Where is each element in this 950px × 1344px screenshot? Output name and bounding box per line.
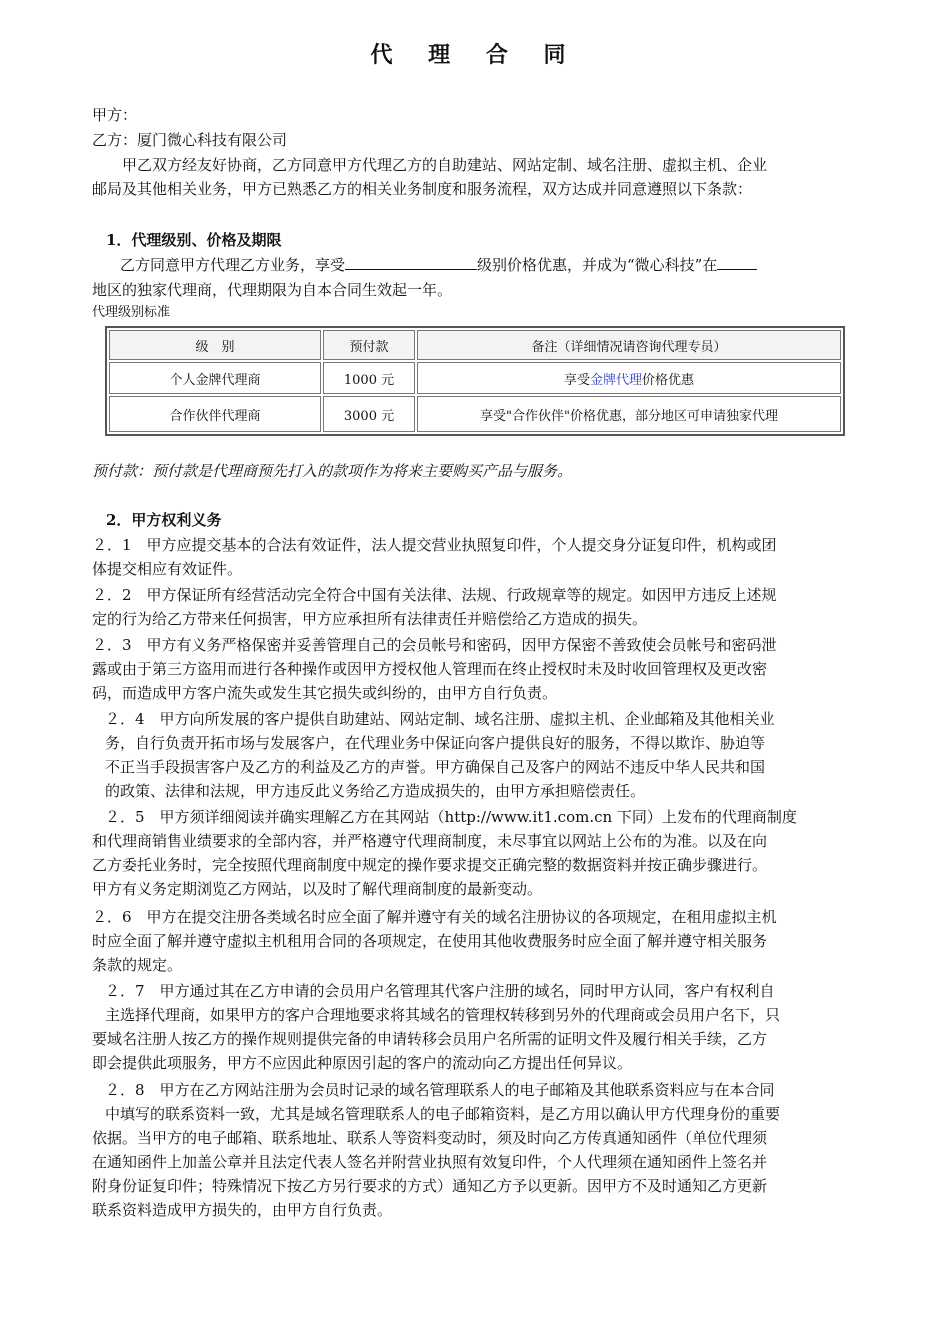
clause-2-5 — [92, 805, 860, 901]
region-blank — [717, 253, 757, 270]
clause-2-7 — [92, 979, 860, 1075]
gold-agent-link[interactable]: 金牌代理 — [589, 372, 642, 388]
note-suffix: 价格优惠 — [642, 372, 695, 388]
table-caption: 代理级别标准 — [92, 305, 171, 320]
section-2-heading: 2．甲方权利义务 — [106, 511, 222, 529]
clause-line: 中填写的联系资料一致，尤其是域名管理联系人的电子邮箱资料，是乙方用以确认甲方代理身份的重要 — [105, 1105, 781, 1123]
section-1-line-1 — [120, 253, 757, 277]
section-1-line-2: 地区的独家代理商，代理期限为自本合同生效起一年。 — [92, 281, 453, 299]
party-b-label: 乙方：厦门微心科技有限公司 — [92, 131, 288, 149]
clause-line: 联系资料造成甲方损失的，由甲方自行负责。 — [92, 1201, 393, 1219]
cell-prepay: 1000 元 — [323, 362, 415, 394]
clause-line: 主选择代理商，如果甲方的客户合理地要求将其域名的管理权转移到另外的代理商或会员用户名下，只 — [105, 1006, 781, 1024]
header-note: 备注（详细情况请咨询代理专员） — [417, 330, 841, 360]
cell-note: 享受"合作伙伴"价格优惠，部分地区可申请独家代理 — [417, 396, 841, 432]
clause-line: 和代理商销售业绩要求的全部内容，并严格遵守代理商制度，未尽事宜以网站上公布的为准。以及在向 — [92, 832, 768, 850]
clause-line: 在通知函件上加盖公章并且法定代表人签名并附营业执照有效复印件，个人代理须在通知函件上签名并 — [92, 1153, 768, 1171]
intro-paragraph — [92, 153, 860, 201]
clause-line: ２．2 甲方保证所有经营活动完全符合中国有关法律、法规、行政规章等的规定。如因甲方违反上述规 — [92, 586, 777, 604]
intro-line: 甲乙双方经友好协商，乙方同意甲方代理乙方的自助建站、网站定制、域名注册、虚拟主机、企业 — [122, 156, 768, 174]
section-1-text-b: 级别价格优惠，并成为“微心科技”在 — [477, 256, 718, 274]
prepayment-note: 预付款：预付款是代理商预先打入的款项作为将来主要购买产品与服务。 — [92, 462, 573, 480]
header-level: 级 别 — [109, 330, 321, 360]
clause-line: ２．6 甲方在提交注册各类域名时应全面了解并遵守有关的域名注册协议的各项规定，在租用虚拟主机 — [92, 908, 777, 926]
cell-prepay: 3000 元 — [323, 396, 415, 432]
section-1-text-a: 乙方同意甲方代理乙方业务，享受 — [120, 256, 346, 274]
section-1-heading: 1．代理级别、价格及期限 — [106, 231, 282, 249]
clause-line: ２．1 甲方应提交基本的合法有效证件，法人提交营业执照复印件，个人提交身分证复印件，机构或团 — [92, 536, 777, 554]
clause-line: 不正当手段损害客户及乙方的利益及乙方的声誉。甲方确保自己及客户的网站不违反中华人民共和国 — [105, 758, 766, 776]
clause-line: 定的行为给乙方带来任何损害，甲方应承担所有法律责任并赔偿给乙方造成的损失。 — [92, 610, 648, 628]
cell-level: 合作伙伴代理商 — [109, 396, 321, 432]
clause-line: 时应全面了解并遵守虚拟主机租用合同的各项规定，在使用其他收费服务时应全面了解并遵守相关服务 — [92, 932, 768, 950]
level-blank — [345, 253, 477, 270]
clause-2-1 — [92, 533, 860, 581]
clause-line: 务，自行负责开拓市场与发展客户，在代理业务中保证向客户提供良好的服务，不得以欺诈、胁迫等 — [105, 734, 766, 752]
clause-line: 依据。当甲方的电子邮箱、联系地址、联系人等资料变动时，须及时向乙方传真通知函件（单位代理须 — [92, 1129, 768, 1147]
cell-note — [417, 362, 841, 394]
clause-line: 码，而造成甲方客户流失或发生其它损失或纠纷的，由甲方自行负责。 — [92, 684, 558, 702]
clause-line: 乙方委托业务时，完全按照代理商制度中规定的操作要求提交正确完整的数据资料并按正确步骤进行。 — [92, 856, 768, 874]
clause-2-6 — [92, 905, 860, 977]
agent-level-table — [105, 326, 845, 436]
note-prefix: 享受 — [563, 372, 590, 388]
cell-level: 个人金牌代理商 — [109, 362, 321, 394]
clause-line: 条款的规定。 — [92, 956, 183, 974]
clause-2-8 — [92, 1078, 860, 1222]
clause-line: 要域名注册人按乙方的操作规则提供完备的申请转移会员用户名所需的证明文件及履行相关手续，乙方 — [92, 1030, 768, 1048]
clause-line: ２．3 甲方有义务严格保密并妥善管理自己的会员帐号和密码，因甲方保密不善致使会员帐号和密码泄 — [92, 636, 777, 654]
table-header-row — [109, 330, 841, 360]
table-row — [109, 396, 841, 432]
clause-2-2 — [92, 583, 860, 631]
clause-line: 附身份证复印件；特殊情况下按乙方另行要求的方式）通知乙方予以更新。因甲方不及时通知乙方更新 — [92, 1177, 768, 1195]
clause-line: 体提交相应有效证件。 — [92, 560, 243, 578]
table-row — [109, 362, 841, 394]
clause-line: 即会提供此项服务，甲方不应因此种原因引起的客户的流动向乙方提出任何异议。 — [92, 1054, 633, 1072]
clause-2-3 — [92, 633, 860, 705]
header-prepay: 预付款 — [323, 330, 415, 360]
clause-line: ２．7 甲方通过其在乙方申请的会员用户名管理其代客户注册的域名，同时甲方认同，客户有权利自 — [105, 982, 775, 1000]
intro-line: 邮局及其他相关业务，甲方已熟悉乙方的相关业务制度和服务流程，双方达成并同意遵照以下条款： — [92, 180, 753, 198]
clause-line: ２．5 甲方须详细阅读并确实理解乙方在其网站（http://www.it1.com.cn 下同）上发布的代理商制度 — [105, 808, 797, 826]
clause-2-4 — [105, 707, 860, 803]
clause-line: 甲方有义务定期浏览乙方网站，以及时了解代理商制度的最新变动。 — [92, 880, 543, 898]
party-a-label: 甲方： — [92, 106, 138, 124]
clause-line: 露或由于第三方盗用而进行各种操作或因甲方授权他人管理而在终止授权时未及时收回管理权及更改密 — [92, 660, 768, 678]
clause-line: ２．8 甲方在乙方网站注册为会员时记录的域名管理联系人的电子邮箱及其他联系资料应与在本合同 — [105, 1081, 775, 1099]
clause-line: ２．4 甲方向所发展的客户提供自助建站、网站定制、域名注册、虚拟主机、企业邮箱及其他相关业 — [105, 710, 775, 728]
page-title: 代 理 合 同 — [370, 43, 580, 68]
clause-line: 的政策、法律和法规，甲方违反此义务给乙方造成损失的，由甲方承担赔偿责任。 — [105, 782, 646, 800]
